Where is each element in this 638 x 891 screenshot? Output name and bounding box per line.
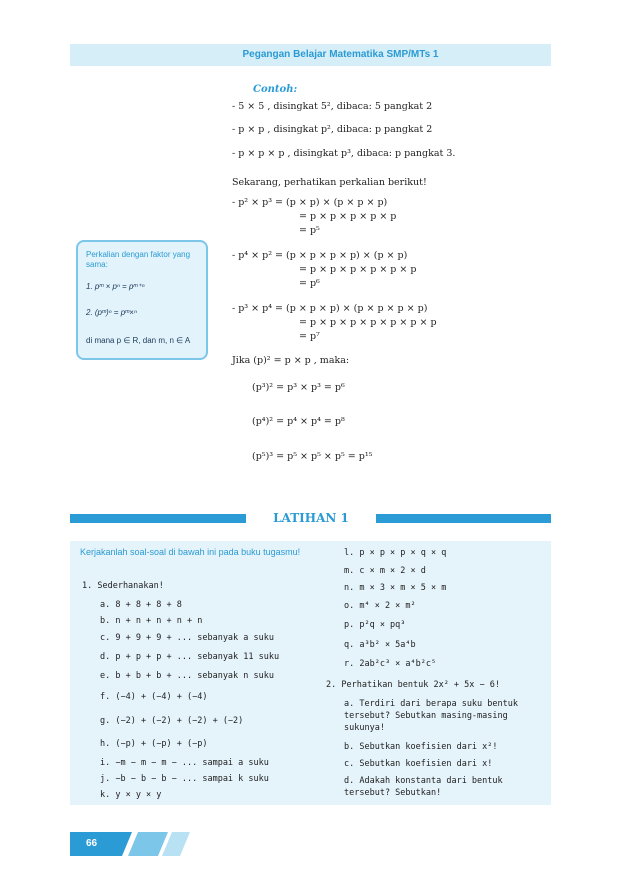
contoh-line: - 5 × 5 , disingkat 5², dibaca: 5 pangkat 2 (232, 101, 433, 112)
exercise-instruction: Kerjakanlah soal-soal di bawah ini pada buku tugasmu! (80, 547, 301, 557)
list-item: e. b + b + b + ... sebanyak n suku (100, 671, 274, 681)
equation-line: = p × p × p × p × p × p (299, 264, 417, 275)
list-item: c. 9 + 9 + 9 + ... sebanyak a suku (100, 633, 274, 643)
list-item: h. (−p) + (−p) + (−p) (100, 739, 208, 749)
pangkat-line: (p⁵)³ = p⁵ × p⁵ × p⁵ = p¹⁵ (252, 451, 373, 462)
equation-line: - p² × p³ = (p × p) × (p × p × p) (232, 197, 388, 208)
list-item: c. Sebutkan koefisien dari x! (344, 759, 493, 769)
list-item: a. 8 + 8 + 8 + 8 (100, 600, 182, 610)
list-item: l. p × p × p × q × q (344, 548, 447, 558)
contoh-line: - p × p , disingkat p², dibaca: p pangkat 2 (232, 124, 433, 135)
contoh-label: Contoh: (253, 84, 298, 95)
equation-line: - p⁴ × p² = (p × p × p × p) × (p × p) (232, 250, 408, 261)
equation-line: - p³ × p⁴ = (p × p × p) × (p × p × p × p) (232, 303, 428, 314)
rule-note: di mana p ∈ R, dan m, n ∈ A (86, 336, 191, 345)
equation-line: = p × p × p × p × p (299, 211, 397, 222)
latihan-title: LATIHAN 1 (273, 511, 349, 525)
contoh-line: - p × p × p , disingkat p³, dibaca: p pangkat 3. (232, 148, 456, 159)
rule-2: 2. (pᵐ)ⁿ = pᵐ×ⁿ (86, 308, 137, 317)
list-item: j. −b − b − b − ... sampai k suku (100, 774, 269, 784)
list-item: n. m × 3 × m × 5 × m (344, 583, 447, 593)
pangkat-line: (p⁴)² = p⁴ × p⁴ = p⁸ (252, 416, 345, 427)
list-item: d. p + p + p + ... sebanyak 11 suku (100, 652, 280, 662)
list-item: g. (−2) + (−2) + (−2) + (−2) (100, 716, 244, 726)
list-item: b. Sebutkan koefisien dari x²! (344, 742, 498, 752)
pangkat-line: (p³)² = p³ × p³ = p⁶ (252, 382, 345, 393)
list-item: sukunya! (344, 723, 385, 733)
list-item: d. Adakah konstanta dari bentuk (344, 776, 503, 786)
question-1: 1. Sederhanakan! (82, 581, 164, 591)
list-item: tersebut? Sebutkan! (344, 788, 442, 798)
equation-line: = p⁶ (299, 278, 320, 289)
list-item: r. 2ab²c³ × a⁴b²c⁵ (344, 659, 437, 669)
intro-text: Sekarang, perhatikan perkalian berikut! (232, 177, 427, 188)
list-item: i. −m − m − m − ... sampai a suku (100, 758, 269, 768)
list-item: a. Terdiri dari berapa suku bentuk (344, 699, 518, 709)
equation-line: = p⁵ (299, 225, 320, 236)
list-item: f. (−4) + (−4) + (−4) (100, 692, 208, 702)
question-2: 2. Perhatikan bentuk 2x² + 5x − 6! (326, 680, 500, 690)
page-number: 66 (86, 838, 98, 849)
sidebox-title: Perkalian dengan faktor yang sama: (86, 250, 191, 269)
list-item: m. c × m × 2 × d (344, 566, 426, 576)
page-header (70, 44, 551, 66)
rule-1: 1. pᵐ × pⁿ = pᵐ⁺ⁿ (86, 282, 145, 291)
equation-line: = p⁷ (299, 331, 320, 342)
jika-line: Jika (p)² = p × p , maka: (232, 355, 350, 366)
header-title: Pegangan Belajar Matematika SMP/MTs 1 (242, 49, 439, 60)
list-item: b. n + n + n + n + n (100, 616, 203, 626)
rule-sidebox (76, 240, 208, 360)
list-item: k. y × y × y (100, 790, 162, 800)
list-item: p. p²q × pq³ (344, 620, 406, 630)
list-item: q. a³b² × 5a⁴b (344, 640, 416, 650)
list-item: tersebut? Sebutkan masing-masing (344, 711, 508, 721)
list-item: o. m⁴ × 2 × m² (344, 601, 416, 611)
equation-line: = p × p × p × p × p × p × p (299, 317, 437, 328)
